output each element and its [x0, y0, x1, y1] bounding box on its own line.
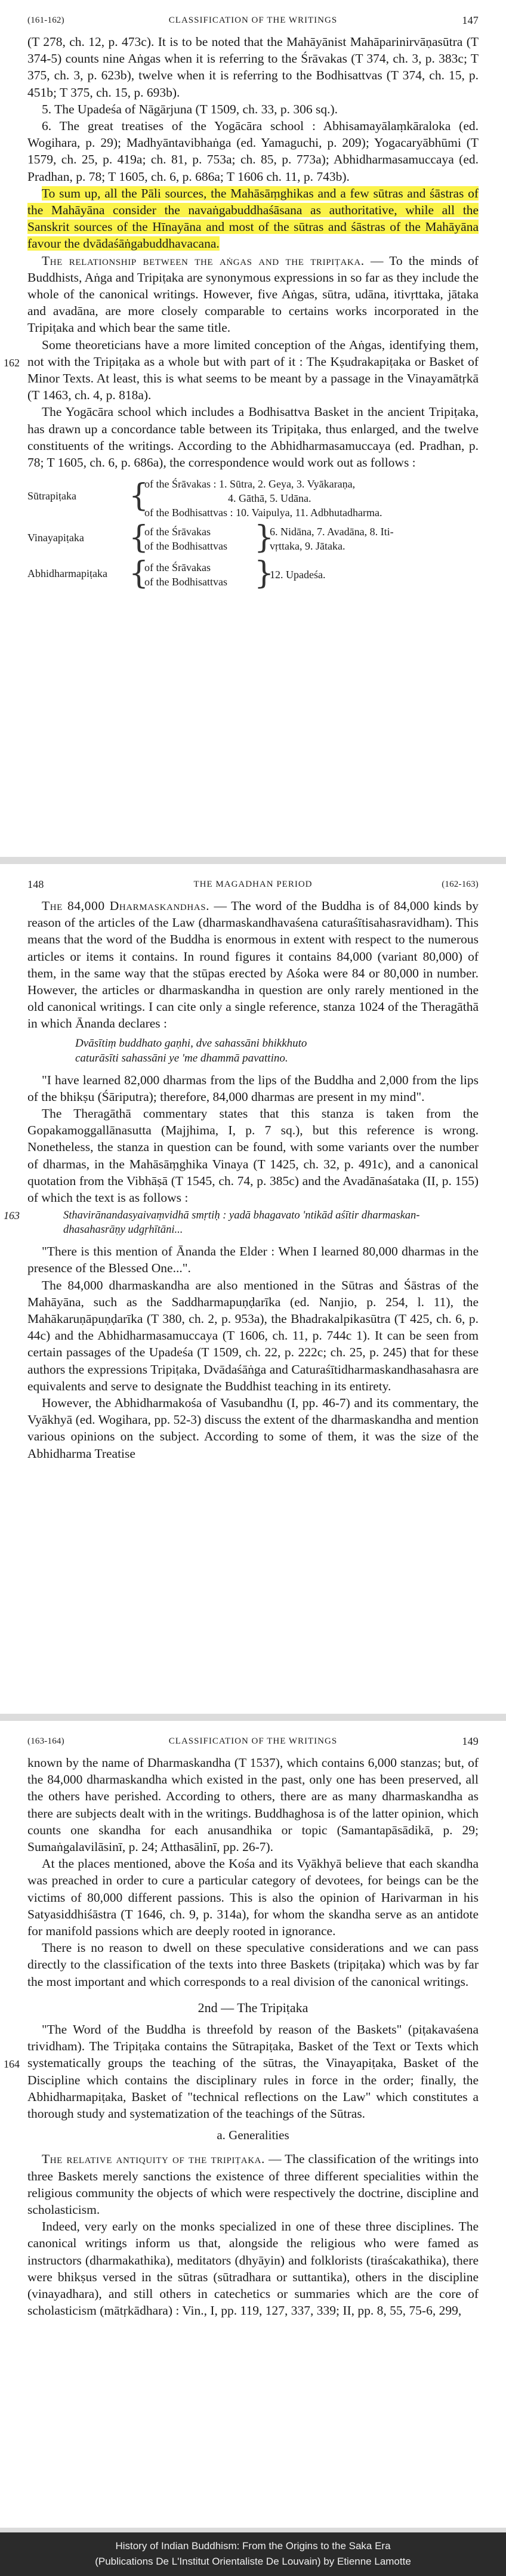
paragraph: "The Word of the Buddha is threefold by reason of the Baskets" (piṭakavaśena trividham). The Tripiṭaka contains the Sūtrapiṭaka, Basket of the Text or Texts which systematically groups the teaching of the sūtras, the Vinayapiṭaka, Basket of the Discipline which contains the disciplinary rules in force in the order; finally, the Abhidharmapiṭaka, Basket of "technical reflections on the Law" which constitutes a thorough study and systematization of the teachings of the Sūtras. — [27, 2022, 479, 2121]
paragraph: Some theoreticians have a more limited conception of the Aṅgas, identifying them, not with the Tripiṭaka as a whole but with part of it : The Kṣudrakapiṭaka or Basket of Minor Texts. At least, this is what seems to be meant by a passage in the Vinayamātṛkā (T 1463, ch. 4, p. 818a). — [27, 337, 479, 403]
margin-number: 163 — [4, 1210, 20, 1222]
brace-icon: { — [129, 478, 149, 514]
page-number: 148 — [27, 878, 44, 890]
header-title: CLASSIFICATION OF THE WRITINGS — [168, 16, 338, 25]
table-cell — [144, 477, 382, 520]
paragraph: "I have learned 82,000 dharmas from the lips of the Buddha and 2,000 from the lips of the bhikṣu (Śāriputra); therefore, 84,000 dharmas are present in my mind". — [27, 1072, 479, 1104]
table-line: of the Śrāvakas : 1. Sūtra, 2. Geya, 3. Vyākaraṇa, — [144, 478, 356, 490]
paragraph — [27, 252, 479, 337]
section-title: 2nd — The Tripiṭaka — [198, 2000, 308, 2015]
table-line: of the Śrāvakas — [144, 526, 211, 538]
table-label: Sūtrapiṭaka — [27, 490, 76, 502]
book-title: History of Indian Buddhism: From the Origins to the Saka Era — [115, 2540, 391, 2552]
paragraph: The 84,000 dharmaskandha are also mentioned in the Sūtras and Śāstras of the Mahāyāna, such as the Saddharmapuṇḍarīka (ed. Nanjio, p. 254, l. 11), the Mahākaruṇāpuṇḍarīka (T 380, ch. 2, p. 953a), the Bhadrakalpikasūtra (T 425, ch. 6, p. 44c) and the Abhidharmasamuccaya (T 1606, ch. 11, p. 744c 1). It can be seen from certain passages of the Upadeśa (T 1509, ch. 22, p. 222c; ch. 25, p. 245) that for these authors the expressions Tripiṭaka, Dvādaśāṅga and Caturaśītidharmaskandhasahasra are equivalents and serve to designate the Buddhist teaching in its entirety. — [27, 1278, 479, 1393]
page-147 — [0, 0, 506, 857]
header-page-range: (162-163) — [442, 880, 479, 889]
sanskrit-quote — [4, 1208, 479, 1237]
paragraph: Indeed, very early on the monks specialized in one of these three disciplines. The canonical writings inform us that, alongside the religious who were famed as instructors (dharmakathika), meditators (dhyāyin) and folklorists (tiraścakathika), there were bhikṣus versed in the sūtras (sūtradhara or suttantika), others in the discipline (vinayadhara), and still others in catechetics or summaries which are the core of scholasticism (mātṛkādhara) : Vin., I, pp. 119, 127, 337, 339; II, pp. 8, 55, 75-6, 299, — [27, 2219, 479, 2318]
paragraph: 6. The great treatises of the Yogācāra school : Abhisamayālaṃkāraloka (ed. Wogihara, p. 29); Madhyāntavibhaṅga (ed. Yamaguchi, p. 209); Yogacaryābhūmi (T 1579, ch. 25, p. 419a; ch. 81, p. 753a; ch. 85, p. 773a); Abhidharmasamuccaya (ed. Pradhan, p. 78; T 1605, ch. 6, p. 686a; T 1606 ch. 11, p. 743b). — [27, 119, 479, 184]
paragraph: (T 278, ch. 12, p. 473c). It is to be noted that the Mahāyānist Mahāparinirvāṇasūtra (T 374-5) counts nine Aṅgas when it is referring to the Śrāvakas (T 374, ch. 3, p. 383c; T 375, ch. 3, p. 623b), twelve when it is referring to the Bodhisattvas (T 374, ch. 15, p. 451b; T 375, ch. 15, p. 693b). — [27, 35, 479, 100]
section-heading: The 84,000 Dharmaskandhas. — [42, 899, 210, 913]
body-text — [4, 33, 479, 471]
section-heading: The relationship between the aṅgas and the tripiṭaka. — [42, 253, 365, 268]
brace-icon: { — [129, 520, 149, 556]
section-heading: The relative antiquity of the tripiṭaka. — [42, 2152, 266, 2167]
table-line: 12. Upadeśa. — [270, 569, 326, 581]
verse-quote — [27, 1036, 479, 1066]
page-148 — [0, 864, 506, 1714]
table-line: of the Bodhisattvas : 10. Vaipulya, 11. Adbhutadharma. — [144, 507, 382, 519]
table-label: Vinayapiṭaka — [27, 532, 84, 544]
page-separator — [0, 857, 506, 864]
paragraph: The Yogācāra school which includes a Bodhisattva Basket in the ancient Tripiṭaka, has drawn up a concordance table between its Tripiṭaka, thus enlarged, and the twelve constituents of the writings. According to the Abhidharmasamuccaya (ed. Pradhan, p. 78; T 1605, ch. 6, p. 686a), the correspondence would work out as follows : — [27, 405, 479, 470]
page-separator — [0, 1714, 506, 1721]
highlight-text: To sum up, all the Pāli sources, the Mahāsāṃghikas and a few sūtras and śāstras of the Mahāyāna consider the navaṅgabuddhaśāsana as authoritative, while all the Sanskrit sources of the Hīnayāna and most of the sūtras and śāstras of the Mahāyāna favour the dvādaśāṅgabuddhavacana. — [27, 186, 479, 251]
paragraph-text: — The classification of the writings into three Baskets merely sanctions the existence of three different specialities within the religious community the objects of which were respectively the doctrine, discipline and scholasticism. — [27, 2152, 479, 2217]
paragraph — [27, 2151, 479, 2218]
page-header — [27, 0, 479, 33]
brace-icon: { — [129, 556, 149, 592]
page-149 — [0, 1721, 506, 2528]
table-line: 6. Nidāna, 7. Avadāna, 8. Iti- — [270, 526, 394, 538]
brace-icon: } — [254, 556, 274, 592]
page-separator — [0, 2528, 506, 2532]
table-cell — [144, 560, 227, 589]
paragraph: However, the Abhidharmakośa of Vasubandhu (I, pp. 46-7) and its commentary, the Vyākhyā (ed. Wogihara, pp. 52-3) discuss the extent of the dharmaskandha and mention various opinions on the subject. According to some of them, it was the size of the Abhidharma Treatise — [27, 1396, 479, 1461]
paragraph: "There is this mention of Ānanda the Elder : When I learned 80,000 dharmas in the presence of the Blessed One...". — [27, 1244, 479, 1276]
brace-icon: } — [254, 520, 274, 556]
body-text — [4, 897, 479, 1462]
body-text — [4, 1754, 479, 2319]
paragraph: There is no reason to dwell on these speculative considerations and we can pass directly to the classification of the texts into three Baskets (tripiṭaka) which was by far the most important and which corresponds to a real division of the canonical writings. — [27, 1941, 479, 1989]
table-line: vṛttaka, 9. Jātaka. — [270, 540, 345, 553]
table-label: Abhidharmapiṭaka — [27, 567, 107, 580]
header-title: THE MAGADHAN PERIOD — [193, 880, 313, 889]
table-cell — [144, 525, 227, 553]
paragraph-text: — To the minds of Buddhists, Aṅga and Tripiṭaka are synonymous expressions in so far as they include the whole of the canonical writings. However, five Aṅgas, sūtra, udāna, itivṛttaka, jātaka and avadāna, are more closely comparable to certains works incorporated in the Tripiṭaka and which bear the same title. — [27, 253, 479, 335]
margin-number: 164 — [4, 2058, 20, 2071]
concordance-table — [27, 477, 479, 592]
header-page-range: (161-162) — [27, 16, 64, 25]
page-number: 147 — [462, 14, 479, 26]
table-line: of the Bodhisattvas — [144, 540, 227, 553]
paragraph: At the places mentioned, above the Kośa and its Vyākhyā believe that each skandha was preached in order to cure a particular category of devotees, for beings can be the victims of 80,000 different passions. This is also the opinion of Harivarman in his Satyasiddhiśāstra (T 1646, ch. 9, p. 314a), for whom the skandha serve as an antidote for manifold passions which are deeply rooted in ignorance. — [27, 1856, 479, 1939]
verse-line: Dvāsītiṃ buddhato gaṇhi, dve sahassāni bhikkhuto — [75, 1036, 307, 1050]
header-page-range: (163-164) — [27, 1736, 64, 1746]
book-info-footer — [0, 2532, 506, 2576]
page-header — [27, 864, 479, 897]
paragraph — [27, 897, 479, 1032]
subsection-title: a. Generalities — [217, 2128, 289, 2143]
verse-line: caturāsīti sahassāni ye 'me dhammā pavattino. — [75, 1051, 288, 1065]
paragraph: The Theragāthā commentary states that this stanza is taken from the Gopakamoggallānasutta (Majjhima, I, p. 7 sq.), but this reference is wrong. Nonetheless, the stanza in question can be found, with some variants over the number of dharmas, in the Mahāsāṃghika Vinaya (T 1425, ch. 32, p. 491c), and a canonical quotation from the Vibhāṣā (T 1545, ch. 74, p. 385c) and the Avadānaśataka (II, p. 155) of which the text is as follows : — [27, 1106, 479, 1205]
table-line: of the Śrāvakas — [144, 562, 211, 574]
paragraph-text: — The word of the Buddha is of 84,000 kinds by reason of the articles of the Law (dharmaskandhavaśena caturaśītisahasravidham). This means that the word of the Buddha is enormous in extent with respect to the numerous articles or items it contains. In round figures it contains 84,000 (variant 80,000) of them, in the same way that the stūpas erected by Aśoka were 84 or 80,000 in number. However, the articles or dharmaskandha in question are only rarely mentioned in the old canonical writings. I can cite only a single reference, stanza 1024 of the Theragāthā in which Ānanda declares : — [27, 899, 479, 1031]
highlighted-paragraph — [27, 185, 479, 252]
paragraph: known by the name of Dharmaskandha (T 1537), which contains 6,000 stanzas; but, of the 84,000 dharmaskandha which existed in the past, only one has been preserved, all the others have perished. According to others, there are as many dharmaskandha as there are subjects dealt with in the writings. Buddhaghosa is of the latter opinion, which counts one skandha for each anusandhika or topic (Samantapāsādikā, p. 29; Sumaṅgalavilāsinī, p. 24; Atthasālinī, pp. 26-7). — [27, 1756, 479, 1855]
header-title: CLASSIFICATION OF THE WRITINGS — [168, 1736, 338, 1746]
book-subtitle: (Publications De L'Institut Orientaliste De Louvain) by Etienne Lamotte — [95, 2556, 411, 2567]
table-cell — [270, 567, 325, 582]
table-line: of the Bodhisattvas — [144, 576, 227, 588]
table-cell — [270, 525, 394, 553]
page-number: 149 — [462, 1735, 479, 1747]
table-line: 4. Gāthā, 5. Udāna. — [228, 492, 311, 505]
margin-number: 162 — [4, 356, 20, 369]
quote-line: Sthavirānandasyaivaṃvidhā smṛtiḥ : yadā bhagavato 'ntikād aśītir dharmaskan- — [63, 1210, 420, 1222]
quote-line: dhasahasrāṇy udgṛhītāni... — [63, 1224, 183, 1236]
page-header — [27, 1721, 479, 1754]
paragraph: 5. The Upadeśa of Nāgārjuna (T 1509, ch. 33, p. 306 sq.). — [42, 101, 338, 116]
